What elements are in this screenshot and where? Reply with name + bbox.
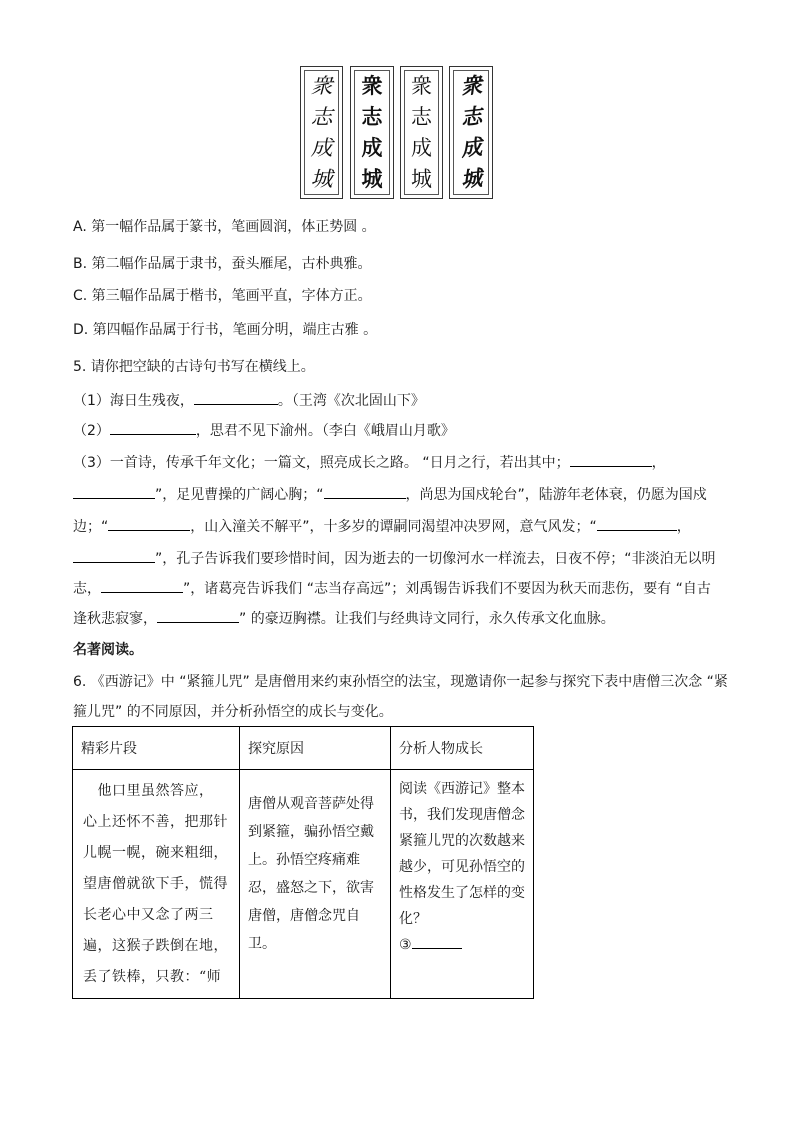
calligraphy-panel-running [449, 66, 493, 199]
q5-text: ”，足见曹操的广阔心胸；“ [155, 487, 324, 503]
growth-cell [391, 770, 534, 999]
excerpt-line: 遍，这猴子跌倒在地， [83, 938, 228, 954]
q5-text: 。（王湾《次北固山下》 [277, 393, 425, 409]
calligraphy-char: 衆 [459, 72, 483, 100]
q5-text: ，尚思为国戍轮台”，陆游年老体衰，仍愿为国戍 [405, 487, 707, 503]
q5-text: （1）海日生残夜， [73, 393, 194, 409]
answer-blank[interactable] [108, 516, 190, 531]
reason-line: 唐僧从观音菩萨处得 [248, 796, 374, 812]
calligraphy-panel-clerical [350, 66, 394, 199]
answer-blank[interactable] [73, 484, 155, 499]
calligraphy-char: 志 [459, 103, 483, 131]
answer-blank[interactable] [101, 578, 183, 593]
calligraphy-char: 志 [309, 105, 334, 130]
answer-blank[interactable] [597, 516, 677, 531]
q5-text: ， [651, 455, 666, 471]
calligraphy-char: 衆 [309, 74, 334, 99]
excerpt-line: 望唐僧就欲下手，慌得 [83, 876, 228, 892]
calligraphy-char: 成 [459, 133, 483, 161]
q5-text: 逢秋悲寂寥， [73, 611, 157, 627]
reading-table [72, 726, 534, 999]
excerpt-line: 丢了铁棒，只教：“师 [83, 969, 222, 985]
answer-blank[interactable] [324, 484, 406, 499]
question-6-line-1: 6. 《西游记》中 “紧箍儿咒” 是唐僧用来约束孙悟空的法宝，现邀请你一起参与探究下表中唐僧三次念 “紧 [73, 674, 728, 690]
q5-text: ”，诸葛亮告诉我们 “志当存高远”；刘禹锡告诉我们不要因为秋天而悲伤，要有 “自古 [183, 581, 711, 597]
q5-text: ”，孔子告诉我们要珍惜时间，因为逝去的一切像河水一样流去，日夜不停；“非淡泊无以明 [155, 551, 716, 567]
question-5-title: 5. 请你把空缺的古诗句书写在横线上。 [73, 359, 315, 375]
reason-line: 忍，盛怒之下，欲害 [248, 880, 374, 896]
answer-line [399, 932, 525, 958]
reason-line: 卫。 [248, 936, 276, 952]
answer-blank[interactable] [73, 548, 155, 563]
q5-text: 志， [73, 581, 101, 597]
answer-blank[interactable] [412, 934, 462, 949]
calligraphy-char: 城 [309, 166, 334, 191]
q5-line-4 [73, 484, 707, 505]
q5-text: （3）一首诗，传承千年文化；一篇文，照亮成长之路。 “日月之行，若出其中； [73, 455, 570, 471]
calligraphy-char: 成 [309, 135, 334, 160]
reason-cell [240, 770, 391, 999]
option-d: D. 第四幅作品属于行书，笔画分明，端庄古雅 。 [73, 322, 378, 338]
q5-text: ，山入潼关不解平”，十多岁的谭嗣同渴望冲决罗网，意气风发；“ [190, 519, 597, 535]
q5-text: （2） [73, 423, 110, 439]
excerpt-line: 儿幌一幌，碗来粗细， [83, 845, 228, 861]
growth-line: 书，我们发现唐僧念 [399, 807, 525, 823]
q5-line-1 [73, 390, 425, 411]
section-heading: 名著阅读。 [73, 642, 143, 658]
q5-line-2 [73, 420, 455, 441]
growth-line: 性格发生了怎样的变 [399, 885, 525, 901]
table-header: 分析人物成长 [391, 727, 534, 770]
q5-line-8 [73, 608, 615, 629]
q5-text: ” 的豪迈胸襟。让我们与经典诗文同行，永久传承文化血脉。 [239, 611, 615, 627]
calligraphy-figure [300, 66, 493, 199]
reason-line: 到紧箍，骗孙悟空戴 [248, 824, 374, 840]
reason-line: 唐僧，唐僧念咒自 [248, 908, 360, 924]
answer-blank[interactable] [194, 390, 278, 405]
calligraphy-char: 衆 [411, 74, 432, 99]
q5-line-3 [73, 452, 666, 473]
excerpt-line: 他口里虽然答应， [83, 783, 214, 799]
table-header: 探究原因 [240, 727, 391, 770]
calligraphy-char: 城 [361, 165, 383, 191]
calligraphy-panel-regular [400, 66, 443, 199]
excerpt-line: 长老心中又念了两三 [83, 907, 214, 923]
option-a: A. 第一幅作品属于篆书，笔画圆润，体正势圆 。 [73, 219, 376, 235]
q5-line-6 [73, 548, 716, 569]
calligraphy-panel-seal [300, 66, 343, 199]
growth-line: 化？ [399, 911, 427, 927]
table-header: 精彩片段 [73, 727, 240, 770]
reason-line: 上。孙悟空疼痛难 [248, 852, 360, 868]
calligraphy-char: 成 [411, 135, 432, 160]
q5-text: ，思君不见下渝州。（李白《峨眉山月歌》 [195, 423, 455, 439]
table-row [73, 770, 534, 999]
calligraphy-char: 衆 [361, 73, 383, 99]
q5-text: 边；“ [73, 519, 109, 535]
answer-marker: ③ [399, 937, 412, 953]
calligraphy-char: 成 [361, 134, 383, 160]
excerpt-line: 心上还怀不善，把那针 [83, 814, 228, 830]
q5-line-5 [73, 516, 691, 537]
option-c: C. 第三幅作品属于楷书，笔画平直，字体方正。 [73, 288, 372, 304]
question-6-line-2: 箍儿咒” 的不同原因，并分析孙悟空的成长与变化。 [73, 704, 393, 720]
excerpt-cell [73, 770, 240, 999]
calligraphy-char: 志 [361, 104, 383, 130]
calligraphy-char: 城 [459, 164, 483, 192]
option-b: B. 第二幅作品属于隶书，蚕头雁尾，古朴典雅。 [73, 256, 372, 272]
answer-blank[interactable] [157, 608, 239, 623]
q5-text: ， [676, 519, 691, 535]
growth-line: 阅读《西游记》整本 [399, 781, 525, 797]
growth-line: 紧箍儿咒的次数越来 [399, 833, 525, 849]
q5-line-7 [73, 578, 711, 599]
answer-blank[interactable] [110, 420, 196, 435]
calligraphy-char: 志 [411, 105, 432, 130]
answer-blank[interactable] [570, 452, 652, 467]
table-header-row [73, 727, 534, 770]
growth-line: 越少，可见孙悟空的 [399, 859, 525, 875]
calligraphy-char: 城 [411, 166, 432, 191]
